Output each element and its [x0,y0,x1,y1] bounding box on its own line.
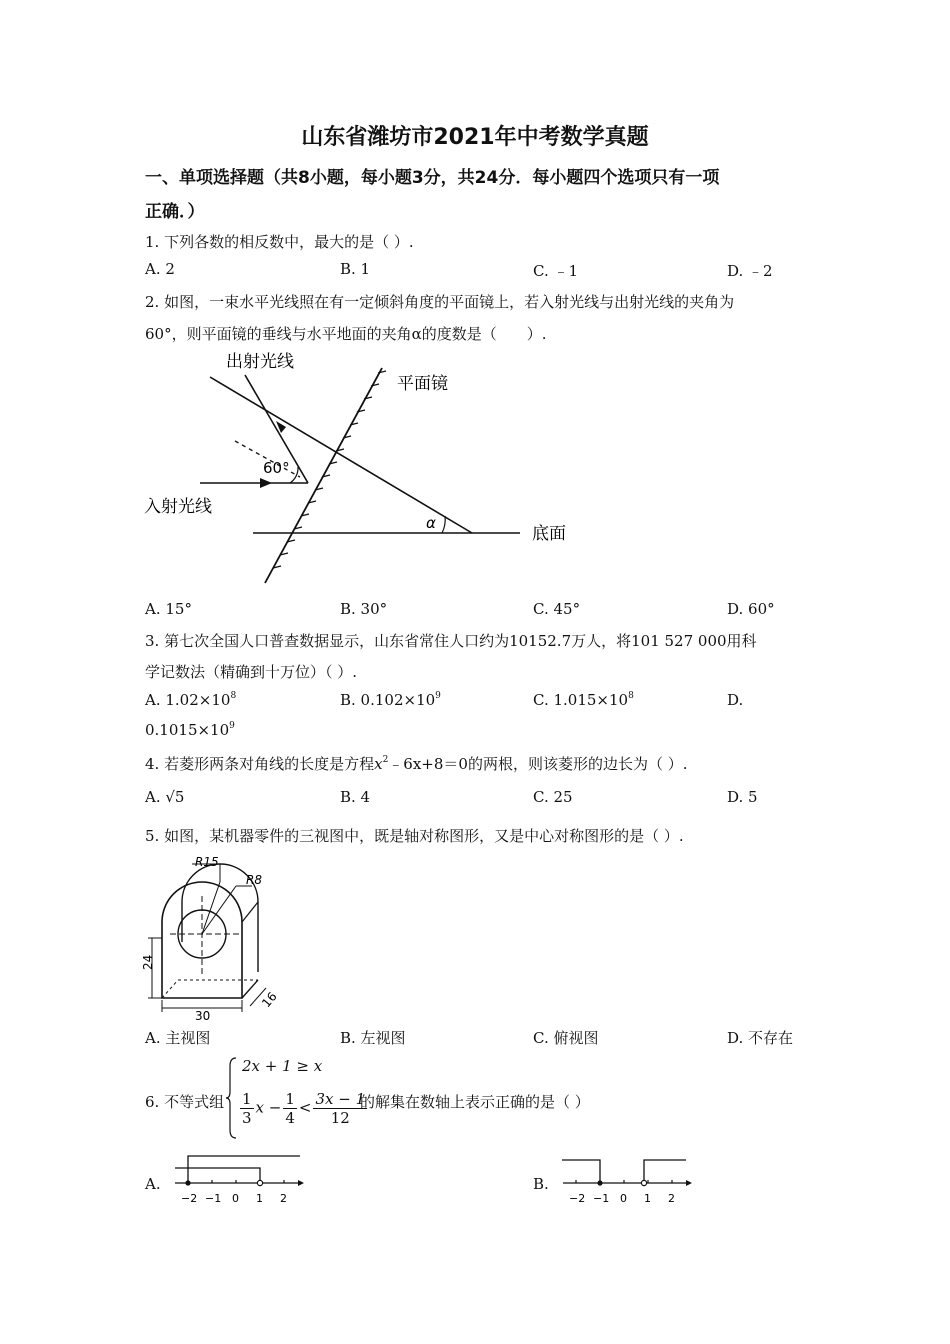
q2-option-a: A. 15° [145,600,192,618]
q4-option-c: C. 25 [533,788,573,806]
q1-option-a: A. 2 [145,260,175,278]
q6-eq2: $\frac{1}{3}$ x − $\frac{1}{4}$ < $\frac{3x - 1}{12}$ [242,1090,366,1127]
q3-stem-line1: 3. 第七次全国人口普查数据显示，山东省常住人口约为10152.7万人，将101 527 000用科 [145,632,757,650]
label-angle-60: 60° [263,459,290,477]
mirror-figure [140,345,590,595]
label-r8: R8 [246,873,262,887]
tick-b-4: 2 [668,1192,675,1205]
page-title: 山东省潍坊市2021年中考数学真题 [301,125,649,150]
q5-option-b: B. 左视图 [340,1029,406,1047]
label-24: 24 [141,954,155,970]
q6-number-line-a [170,1150,310,1210]
label-ground: 底面 [532,524,566,544]
tick-a-3: 1 [256,1192,263,1205]
q2-option-c: C. 45° [533,600,581,618]
q5-stem: 5. 如图，某机器零件的三视图中，既是轴对称图形，又是中心对称图形的是（ ）. [145,827,684,845]
label-30: 30 [195,1009,211,1020]
q6-eq1: 2x + 1 ≥ x [242,1057,323,1075]
q4-option-a: A. √5 [145,788,185,806]
alpha-arc [442,516,445,533]
q4-option-b: B. 4 [340,788,371,806]
q5-option-a: A. 主视图 [145,1029,211,1047]
tick-b-3: 1 [644,1192,651,1205]
q5-option-c: C. 俯视图 [533,1029,599,1047]
q6-option-b: B. [533,1175,549,1193]
q2-option-d: D. 60° [727,600,775,618]
label-out-ray: 出射光线 [226,352,294,372]
q6-stem-post: 的解集在数轴上表示正确的是（ ） [360,1093,590,1111]
q6-option-a: A. [145,1175,161,1193]
tick-a-2: 0 [232,1192,239,1205]
q3-option-a: A. $1.02\times 10^8$ [145,691,237,709]
q6-number-line-b [558,1150,698,1210]
tick-b-2: 0 [620,1192,627,1205]
q3-option-d-value: $0.1015\times 10^9$ [145,721,235,739]
tick-a-0: −2 [181,1192,198,1205]
label-alpha: α [426,514,436,532]
q4-option-d: D. 5 [727,788,758,806]
q1-option-d: D. ﹣2 [727,262,773,280]
section-header-line2: 正确．） [145,202,205,222]
tick-b-1: −1 [593,1192,610,1205]
q2-stem-line2: 60°，则平面镜的垂线与水平地面的夹角α的度数是（ ）. [145,325,547,343]
normal-line [210,377,472,533]
q3-option-d: D. [727,691,744,709]
system-brace [226,1056,238,1140]
q1-option-c: C. ﹣1 [533,262,579,280]
q4-stem: 4. 若菱形两条对角线的长度是方程$x^2﹣6x+8=0$的两根，则该菱形的边长为（ ）. [145,755,688,773]
tick-a-4: 2 [280,1192,287,1205]
angle-arc [290,467,298,483]
label-mirror: 平面镜 [397,374,448,394]
label-r15: R15 [195,855,219,869]
tick-b-0: −2 [569,1192,586,1205]
q1-option-b: B. 1 [340,260,371,278]
section-header-line1: 一、单项选择题（共8小题，每小题3分，共24分．每小题四个选项只有一项 [145,168,720,188]
machine-part-figure [140,850,290,1020]
q5-option-d: D. 不存在 [727,1029,794,1047]
q2-stem-line1: 2. 如图，一束水平光线照在有一定倾斜角度的平面镜上，若入射光线与出射光线的夹角为 [145,293,735,311]
q6-stem-pre: 6. 不等式组 [145,1093,225,1111]
tick-a-1: −1 [205,1192,222,1205]
q3-option-b: B. $0.102\times 10^9$ [340,691,441,709]
q1-stem: 1. 下列各数的相反数中，最大的是（ ）. [145,233,414,251]
q3-stem-line2: 学记数法（精确到十万位）（ ）. [145,663,358,681]
q2-option-b: B. 30° [340,600,388,618]
incident-arrow [260,478,272,488]
label-16: 16 [259,989,280,1011]
q3-option-c: C. $1.015\times 10^8$ [533,691,634,709]
label-in-ray: 入射光线 [144,497,212,517]
